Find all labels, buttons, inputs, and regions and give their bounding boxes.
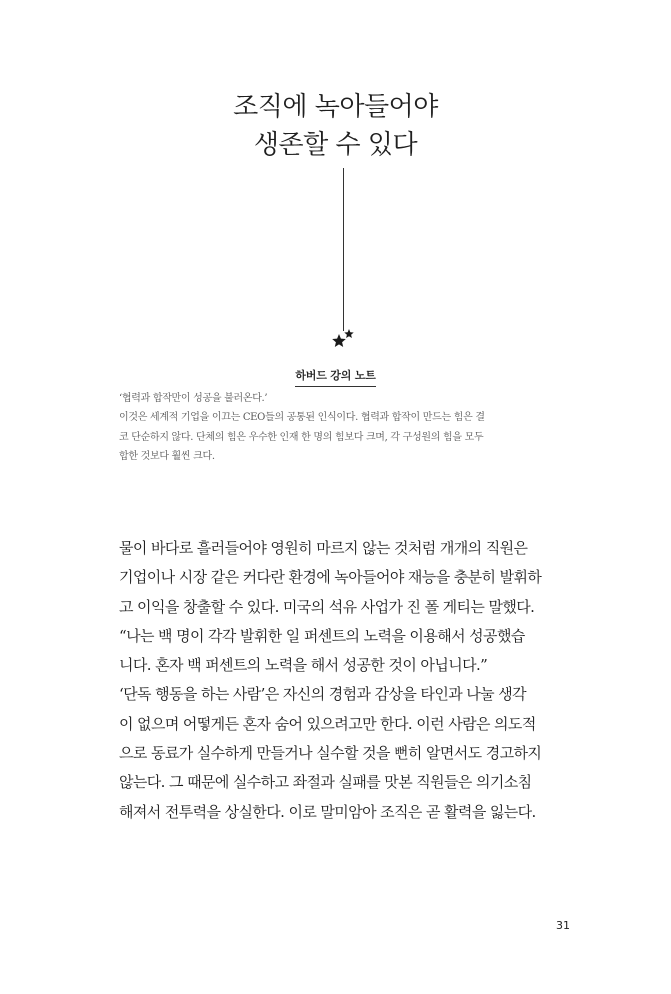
decorative-vertical-line: [343, 168, 344, 331]
body-line: 해져서 전투력을 상실한다. 이로 말미암아 조직은 곧 활력을 잃는다.: [119, 802, 536, 821]
body-line: “나는 백 명이 각각 발휘한 일 퍼센트의 노력을 이용해서 성공했습: [119, 626, 525, 645]
note-label: [0, 364, 671, 387]
note-line: ‘협력과 합작만이 성공을 불러온다.’: [119, 393, 268, 404]
note-line: 코 단순하지 않다. 단체의 힘은 우수한 인재 한 명의 힘보다 크며, 각 구성원의 힘을 모두: [119, 431, 484, 443]
body-line: 으로 동료가 실수하게 만들거나 실수할 것을 뻔히 알면서도 경고하지: [119, 744, 542, 763]
body-line: 이 없으며 어떻게든 혼자 숨어 있으려고만 한다. 이런 사람은 의도적: [119, 714, 536, 733]
body-line: 고 이익을 창출할 수 있다. 미국의 석유 사업가 진 폴 게티는 말했다.: [119, 597, 535, 616]
chapter-title: [0, 88, 671, 164]
chapter-title-line-2: 생존할 수 있다: [253, 130, 418, 160]
body-line: 물이 바다로 흘러들어야 영원히 마르지 않는 것처럼 개개의 직원은: [119, 539, 528, 557]
chapter-title-line-1: 조직에 녹아들어야: [233, 92, 438, 122]
note-line: 이것은 세계적 기업을 이끄는 CEO들의 공통된 인식이다. 협력과 합작이 만드는 힘은 결: [119, 412, 485, 424]
body-line: 니다. 혼자 백 퍼센트의 노력을 해서 성공한 것이 아닙니다.”: [119, 656, 488, 675]
lecture-note: [119, 389, 559, 466]
body-line: 않는다. 그 때문에 실수하고 좌절과 실패를 맛본 직원들은 의기소침: [119, 773, 532, 792]
body-line: ‘단독 행동을 하는 사람’은 자신의 경험과 감상을 타인과 나눌 생각: [119, 685, 526, 704]
note-label-text: 하버드 강의 노트: [295, 367, 375, 387]
stars-icon: [331, 328, 357, 350]
body-paragraphs: [119, 534, 579, 827]
note-line: 합한 것보다 훨씬 크다.: [119, 450, 215, 462]
body-line: 기업이나 시장 같은 커다란 환경에 녹아들어야 재능을 충분히 발휘하: [119, 568, 542, 587]
page-number: 31: [556, 919, 570, 932]
